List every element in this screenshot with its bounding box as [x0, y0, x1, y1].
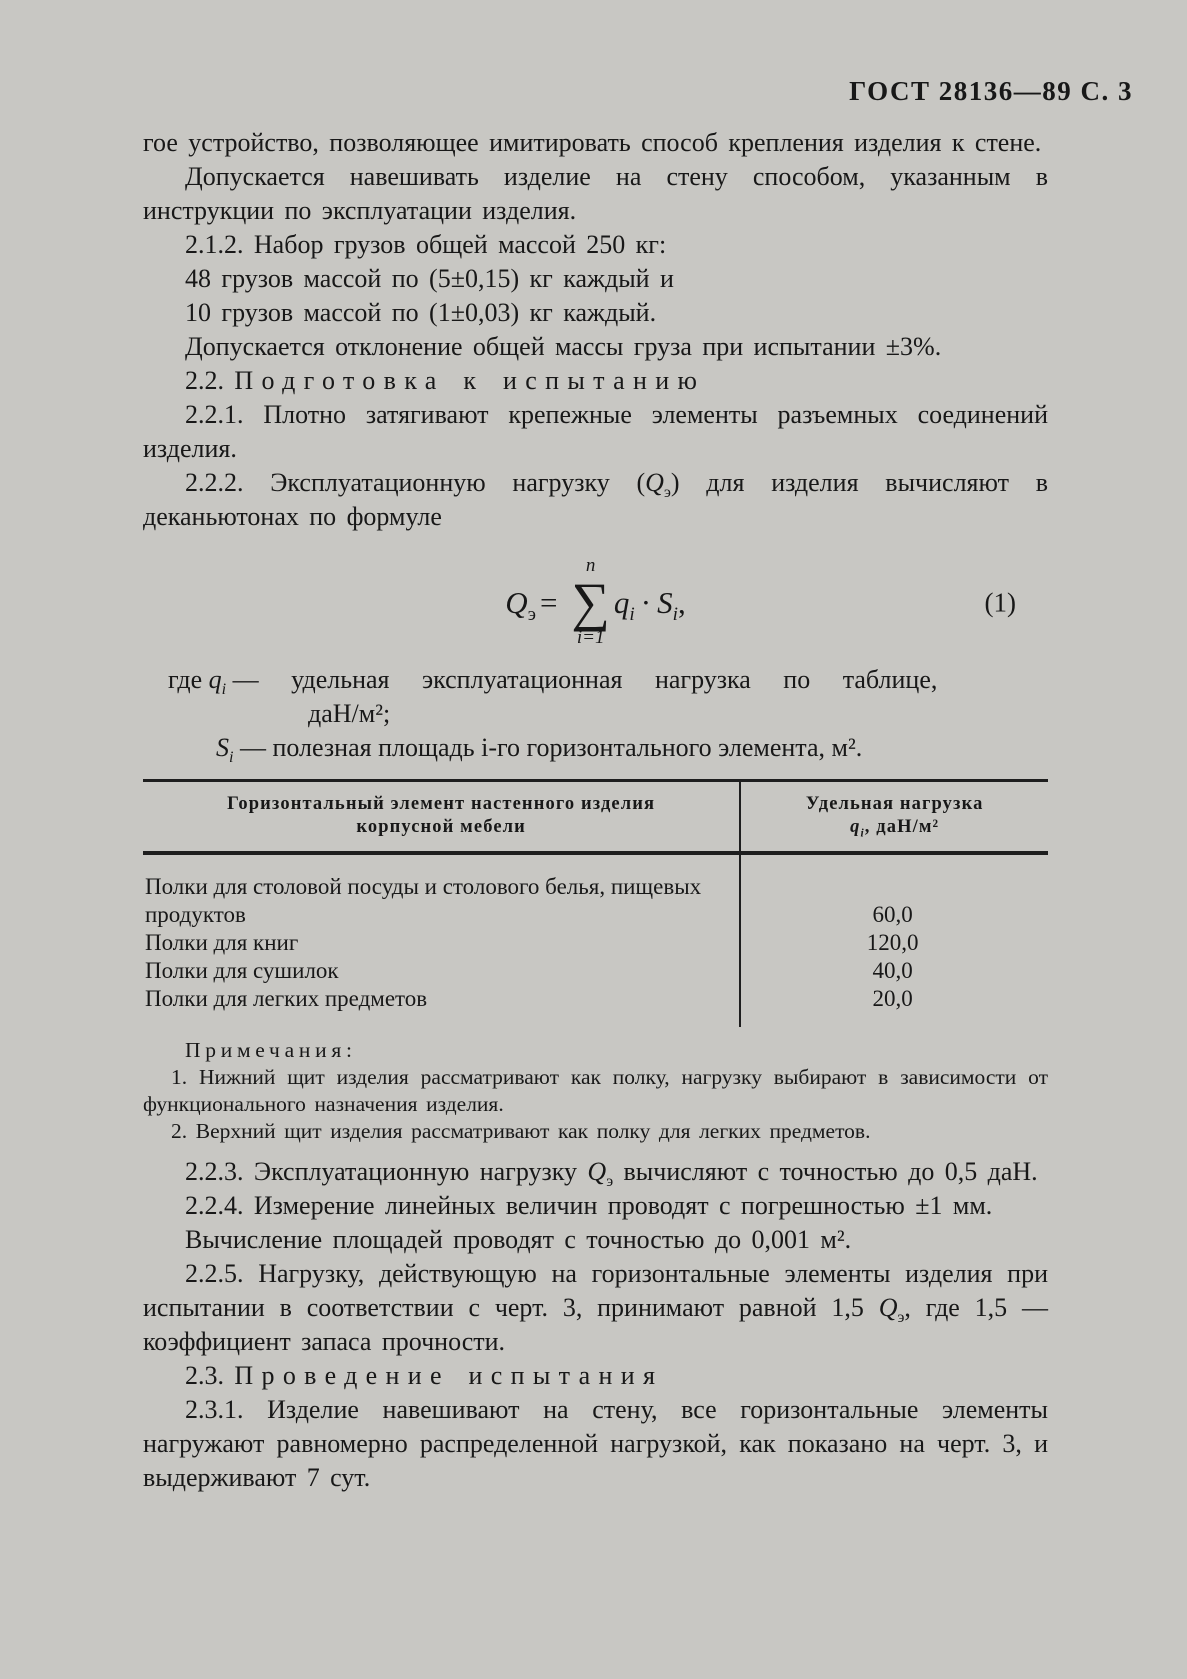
paragraph-2-1-2: 2.1.2. Набор грузов общей массой 250 кг: [185, 230, 667, 259]
legend-q: где $q_i$ — удельная эксплуатационная нагрузка по таблице, даН/м²; [168, 665, 938, 729]
note-item-2: 2. Верхний щит изделия рассматривают как полку для легких предметов. [171, 1119, 871, 1144]
table-row: Полки для книг 120,0 [145, 930, 919, 956]
section-heading-2-2 [143, 364, 1048, 398]
formula-lhs: $Q_э$ = [505, 584, 558, 625]
legend-S: $S_i$ — полезная площадь i-го горизонтального элемента, м². [216, 733, 863, 767]
section-heading-2-3 [143, 1359, 1048, 1393]
table-row: Полки для сушилок 40,0 [145, 958, 913, 984]
summation-symbol: n ∑ i=1 [571, 555, 610, 649]
var-Q: Q [587, 1157, 607, 1187]
notes-title: Примечания: [185, 1038, 357, 1063]
paragraph-2-2-5: 2.2.5. Нагрузку, действующую на горизонтальные элементы изделия при испытании в соответствии с черт. 3, принимают равной 1,5 $Q_э$, где 1,5 — коэффициент запаса прочности. [143, 1259, 1048, 1357]
table-row: Полки для легких предметов 20,0 [143, 985, 1048, 1027]
paragraph-2-2-3: 2.2.3. Эксплуатационную нагрузку $Q_э$ вычисляют с точностью до 0,5 даН. [185, 1157, 1038, 1191]
paragraph-areas: Вычисление площадей проводят с точностью до 0,001 м². [185, 1225, 852, 1255]
section-title: Проведение испытания [234, 1361, 664, 1391]
col-header-load: Удельная нагрузка $q_i$, даН/м² [740, 781, 1048, 854]
paragraph-2-3-1: 2.3.1. Изделие навешивают на стену, все горизонтальные элементы нагружают равномерно распределенной нагрузкой, как показано на черт. 3, и выдерживают 7 сут. [143, 1395, 1048, 1493]
paragraph-weights-48: 48 грузов массой по (5±0,15) кг каждый и [185, 264, 674, 293]
paragraph-2-2-1: 2.2.1. Плотно затягивают крепежные элементы разъемных соединений изделия. [143, 400, 1048, 463]
table-row: Полки для столовой посуды и столового белья, пищевых продуктов 60,0 [143, 853, 1048, 929]
paragraph-2-2-4: 2.2.4. Измерение линейных величин проводят с погрешностью ±1 мм. [185, 1191, 993, 1221]
section-number: 2.2. [185, 366, 224, 395]
doc-reference: ГОСТ 28136—89 С. 3 [849, 76, 1133, 106]
formula-1 [143, 556, 1048, 649]
formula-rhs: $q_i \cdot S_i$, [613, 584, 686, 625]
paragraph-weights-10: 10 грузов массой по (1±0,03) кг каждый. [185, 298, 657, 327]
load-table-header [143, 781, 1048, 854]
paragraph-tolerance: Допускается отклонение общей массы груза при испытании ±3%. [185, 332, 942, 361]
paragraph-hang-allowed: Допускается навешивать изделие на стену способом, указанным в инструкции по эксплуатации изделия. [143, 162, 1048, 225]
notes-block [143, 1037, 1048, 1145]
note-item-1: 1. Нижний щит изделия рассматривают как полку, нагрузку выбирают в зависимости от функционального назначения изделия. [143, 1065, 1048, 1117]
var-Q: Q [878, 1293, 898, 1323]
paragraph-continuation: гое устройство, позволяющее имитировать способ крепления изделия к стене. [143, 128, 1042, 157]
formula-legend [168, 663, 1048, 765]
doc-body [143, 126, 1048, 1495]
load-table-body [143, 853, 1048, 1027]
section-title: Подготовка к испытанию [234, 366, 706, 395]
col-header-element: Горизонтальный элемент настенного изделия корпусной мебели [143, 781, 740, 854]
equation-number: (1) [984, 587, 1016, 618]
load-table [143, 779, 1048, 1027]
var-Q: Q [645, 468, 664, 497]
paragraph-2-2-2: 2.2.2. Эксплуатационную нагрузку $(Q_э)$ для изделия вычисляют в деканьютонах по формуле [143, 468, 1048, 531]
section-number: 2.3. [185, 1361, 224, 1391]
